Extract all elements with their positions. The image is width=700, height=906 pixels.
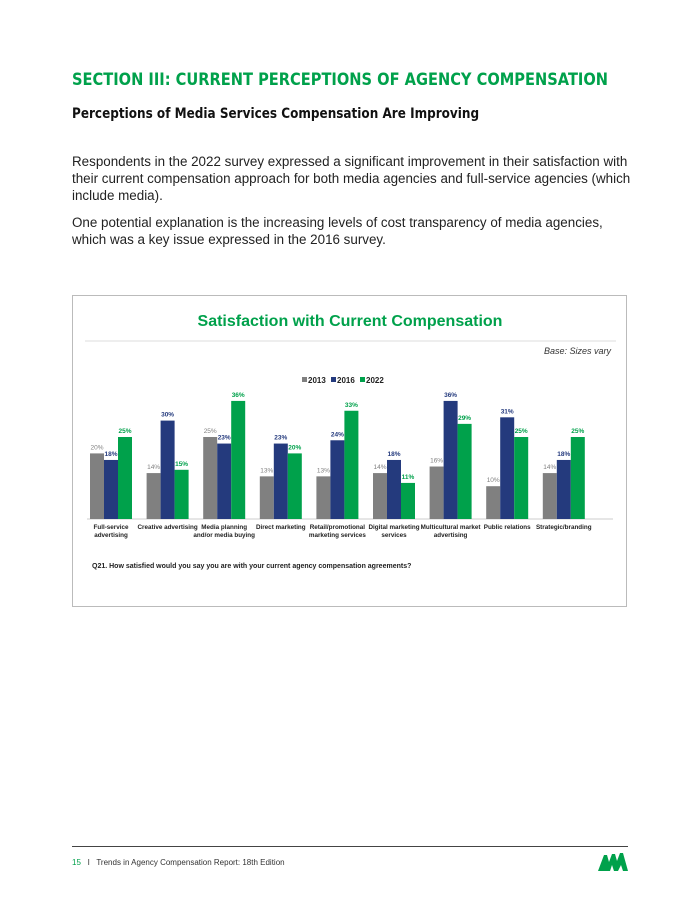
data-label: 36% [231,391,245,399]
data-label: 33% [344,401,358,409]
category-label: Digital marketing [368,524,420,531]
data-label: 24% [330,431,344,439]
data-label: 23% [217,434,231,442]
bar-2022-8 [571,437,585,519]
bar-2016-4 [330,440,344,519]
bar-chart [73,296,628,608]
category-label: Full-service [93,524,129,531]
bar-2022-4 [344,411,358,519]
bar-2013-1 [147,473,161,519]
bar-2013-0 [90,453,104,519]
footer-separator: I [87,858,90,867]
legend-swatch-2022 [360,377,365,382]
footer-divider [72,846,628,847]
data-label: 23% [274,434,288,442]
bar-2013-4 [316,476,330,519]
bar-2022-7 [514,437,528,519]
survey-question: Q21. How satisfied would you say you are with your current agency compensation agreements? [92,563,412,570]
data-label: 20% [288,444,302,452]
chart-box [72,295,627,607]
legend-swatch-2013 [302,377,307,382]
category-label: Public relations [483,524,531,531]
bar-2013-8 [543,473,557,519]
data-label: 18% [387,450,401,458]
legend-label-2016: 2016 [337,376,355,385]
data-label: 14% [147,464,161,472]
category-label: Strategic/branding [535,524,592,531]
data-label: 31% [500,408,514,416]
bar-2016-8 [557,460,571,519]
data-label: 18% [104,450,118,458]
category-label: advertising [433,532,468,539]
paragraph-1: Respondents in the 2022 survey expressed a significant improvement in their satisfaction with their current compensation approach for both media agencies and full-service agencies (which include media). [72,154,631,203]
data-label: 13% [316,467,330,475]
bar-2016-7 [500,417,514,519]
bar-2013-7 [486,486,500,519]
data-label: 25% [514,428,528,435]
data-label: 29% [458,414,472,422]
bar-2016-0 [104,460,118,519]
paragraph-2: One potential explanation is the increasing levels of cost transparency of media agencies, which was a key issue expressed in the 2016 survey. [72,215,603,247]
bar-2022-2 [231,401,245,519]
bar-2022-0 [118,437,132,519]
bar-2013-6 [430,467,444,519]
base-note: Base: Sizes vary [543,346,611,356]
legend-label-2022: 2022 [366,376,384,385]
data-label: 30% [161,411,175,419]
bar-2022-1 [175,470,189,519]
data-label: 20% [90,444,104,452]
category-label: services [381,532,407,539]
data-label: 13% [260,467,274,475]
data-label: 18% [557,450,571,458]
footer [72,858,285,867]
data-label: 10% [486,477,500,485]
category-label: Direct marketing [255,524,306,531]
bar-2016-2 [217,444,231,519]
bar-2016-1 [161,421,175,519]
bar-2013-2 [203,437,217,519]
data-label: 14% [373,464,387,472]
data-label: 25% [118,428,132,435]
category-label: marketing services [308,532,366,539]
bar-2016-3 [274,444,288,519]
category-label: Multicultural market [420,524,481,531]
subtitle: Perceptions of Media Services Compensation Are Improving [72,106,480,122]
data-label: 25% [571,428,585,435]
bar-2016-5 [387,460,401,519]
bar-2022-3 [288,453,302,519]
bar-2016-6 [444,401,458,519]
ana-logo [598,852,628,872]
category-label: Media planning [201,524,248,531]
section-title: SECTION III: CURRENT PERCEPTIONS OF AGENCY COMPENSATION [72,70,609,90]
bar-2013-3 [260,476,274,519]
chart-title: Satisfaction with Current Compensation [197,313,503,330]
category-label: Retail/promotional [309,524,366,531]
category-label: Creative advertising [137,524,198,531]
data-label: 36% [444,391,458,399]
data-label: 25% [203,428,217,435]
footer-text: Trends in Agency Compensation Report: 18th Edition [96,858,285,867]
data-label: 11% [401,473,415,481]
bar-2022-6 [458,424,472,519]
category-label: advertising [94,532,128,539]
data-label: 14% [543,464,557,472]
legend-swatch-2016 [331,377,336,382]
data-label: 16% [430,457,444,465]
page-number: 15 [72,858,81,867]
bar-2022-5 [401,483,415,519]
bar-2013-5 [373,473,387,519]
category-label: and/or media buying [193,532,255,539]
legend-label-2013: 2013 [308,376,326,385]
data-label: 15% [175,460,189,468]
